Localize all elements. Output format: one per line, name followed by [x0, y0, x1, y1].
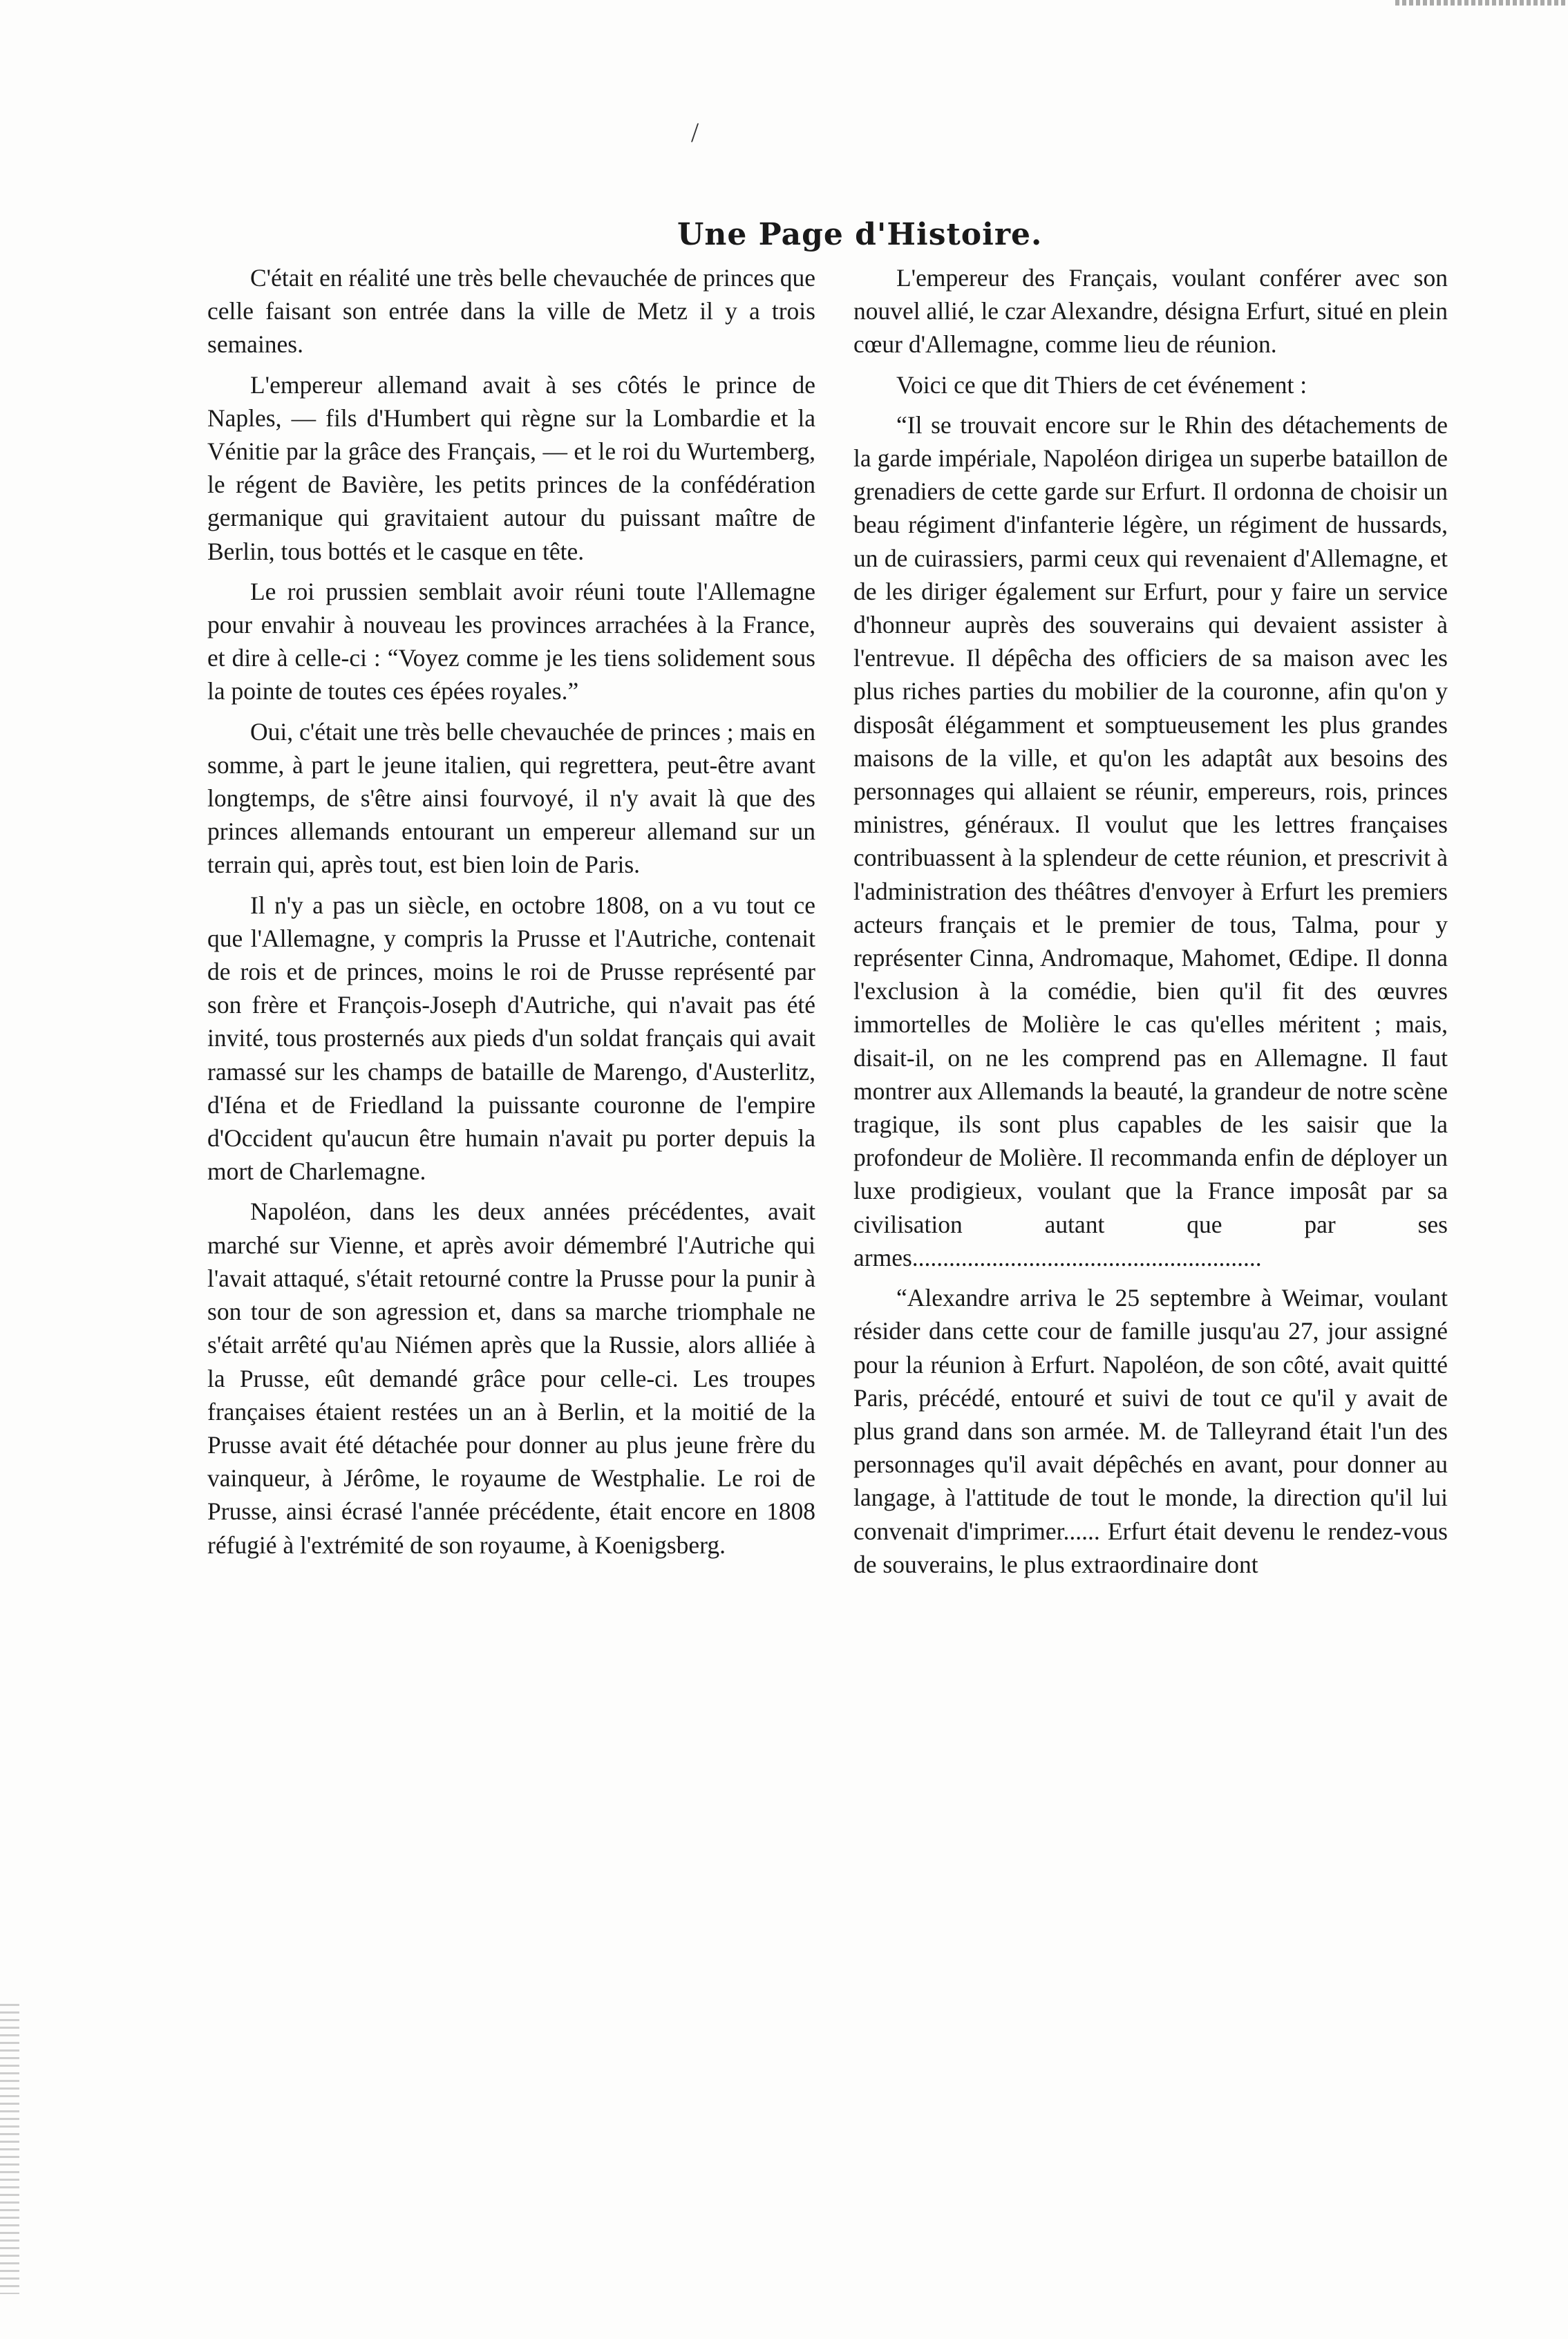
paragraph: “Alexandre arriva le 25 septembre à Weimar, voulant résider dans cette cour de famille jusqu'au 27, jour assigné pour la réunion à Erfurt. Napoléon, de son côté, avait quitté Paris, précédé, entouré et suivi de tout ce qu'il y avait de plus grand dans son armée. M. de Talleyrand était l'un des personnages qu'il avait dépêchés en avant, pour donner au langage, à l'attitude de tout le monde, la direction qu'il lui convenait d'imprimer...... Erfurt était devenu le rendez-vous de souverains, le plus extraordinaire dont: [853, 1284, 1448, 1578]
paragraph: Voici ce que dit Thiers de cet événement :: [896, 370, 1307, 399]
scan-edge-top: [1395, 0, 1568, 6]
paragraph: L'empereur allemand avait à ses côtés le prince de Naples, — fils d'Humbert qui règne sur la Lombardie et la Vénitie par la grâce des Français, — et le roi du Wurtemberg, le régent de Bavière, les petits princes de la confédération germanique qui gravitaient autour du puissant maître de Berlin, tous bottés et le casque en tête.: [207, 370, 815, 565]
page-title: Une Page d'Histoire.: [677, 217, 1043, 253]
paragraph: Le roi prussien semblait avoir réuni toute l'Allemagne pour envahir à nouveau les provinces arrachées à la France, et dire à celle-ci : “Voyez comme je les tiens solidement sous la pointe de toutes ces épées royales.”: [207, 577, 815, 706]
paragraph: L'empereur des Français, voulant conférer avec son nouvel allié, le czar Alexandre, désigna Erfurt, situé en plein cœur d'Allemagne, comme lieu de réunion.: [853, 264, 1448, 359]
paragraph: C'était en réalité une très belle chevauchée de princes que celle faisant son entrée dans la ville de Metz il y a trois semaines.: [207, 264, 815, 359]
scan-edge-left: [0, 2004, 19, 2294]
scan-mark: /: [691, 117, 699, 148]
paragraph: Napoléon, dans les deux années précédentes, avait marché sur Vienne, et après avoir démembré l'Autriche qui l'avait attaqué, s'était retourné contre la Prusse pour la punir à son tour de son agression et, dans sa marche triomphale ne s'était arrêté qu'au Niémen après que la Russie, alors alliée à la Prusse, eût demandé grâce pour celle-ci. Les troupes françaises étaient restées un an à Berlin, et la moitié de la Prusse avait été détachée pour donner au plus jeune frère du vainqueur, à Jérôme, le royaume de Westphalie. Le roi de Prusse, ainsi écrasé l'année précédente, était encore en 1808 réfugié à l'extrémité de son royaume, à Koenigsberg.: [207, 1197, 815, 1559]
paragraph: “Il se trouvait encore sur le Rhin des détachements de la garde impériale, Napoléon dirigea un superbe bataillon de grenadiers de cette garde sur Erfurt. Il ordonna de choisir un beau régiment d'infanterie légère, un régiment de hussards, un de cuirassiers, parmi ceux qui revenaient d'Allemagne, et de les diriger également sur Erfurt, pour y faire un service d'honneur auprès des souverains qui devaient assister à l'entrevue. Il dépêcha des officiers de sa maison avec les plus riches parties du mobilier de la couronne, afin qu'on y disposât élégamment et somptueusement les plus grandes maisons de la ville, et qu'on les adaptât aux besoins des personnages qui allaient se réunir, empereurs, rois, princes ministres, généraux. Il voulut que les lettres françaises contribuassent à la splendeur de cette réunion, et prescrivit à l'administration des théâtres d'envoyer à Erfurt les premiers acteurs français et le premier de tous, Talma, pour y représenter Cinna, Andromaque, Mahomet, Œdipe. Il donna l'exclusion à la comédie, bien qu'il fit des œuvres immortelles de Molière le cas qu'elles méritent ; mais, disait-il, on ne les comprend pas en Allemagne. Il faut montrer aux Allemands la beauté, la grandeur de notre scène tragique, ils sont plus capables de les saisir que la profondeur de Molière. Il recommanda enfin de déployer un luxe prodigieux, voulant que la France imposât par sa civilisation autant que par ses armes.........................................................: [853, 410, 1448, 1271]
left-column: [207, 261, 815, 1569]
paragraph: Oui, c'était une très belle chevauchée de princes ; mais en somme, à part le jeune italien, qui regrettera, peut-être avant longtemps, de s'être ainsi fourvoyé, il n'y avait là que des princes allemands entourant un empereur allemand sur un terrain qui, après tout, est bien loin de Paris.: [207, 717, 815, 879]
right-column: [853, 261, 1448, 1588]
paragraph: Il n'y a pas un siècle, en octobre 1808, on a vu tout ce que l'Allemagne, y compris la Prusse et l'Autriche, contenait de rois et de princes, moins le roi de Prusse représenté par son frère et François-Joseph d'Autriche, qui n'avait pas été invité, tous prosternés aux pieds d'un soldat français qui avait ramassé sur les champs de bataille de Marengo, d'Austerlitz, d'Iéna et de Friedland la puissante couronne de l'empire d'Occident qu'aucun être humain n'avait pu porter depuis la mort de Charlemagne.: [207, 891, 815, 1186]
